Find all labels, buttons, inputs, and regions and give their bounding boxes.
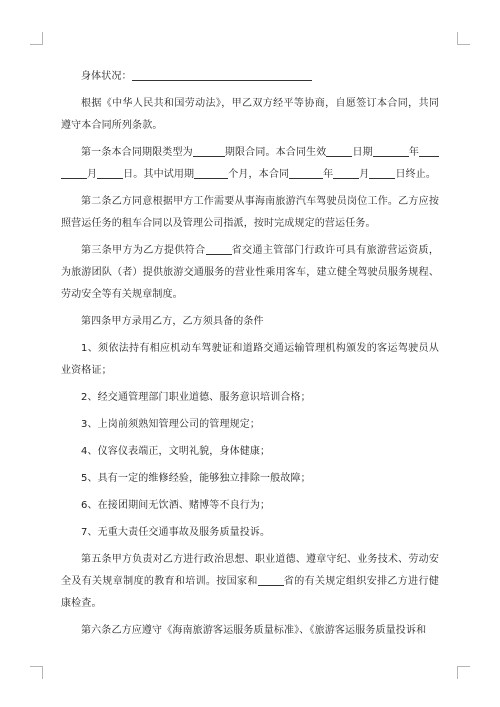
- start-extra-blank[interactable]: [419, 144, 439, 157]
- effective-blank[interactable]: [326, 144, 352, 157]
- start-year-blank[interactable]: [373, 144, 409, 157]
- crop-mark-bottom-right: [457, 666, 470, 679]
- condition-item: 5、具有一定的维修经验，能够独立排除一般故障；: [81, 473, 311, 484]
- health-blank[interactable]: [132, 68, 312, 81]
- document-body: [61, 66, 439, 647]
- article-1: 第一条本合同期限类型为 期限合同。本合同生效 日期 年月 日。其中试用期 个月，本合同 年 月 日终止。: [61, 142, 439, 186]
- health-line: [61, 66, 439, 88]
- condition-item: 1、须依法持有相应机动车驾驶证和道路交通运输管理机构颁发的客运驾驶员从业资格证；: [61, 343, 439, 376]
- condition-item: 4、仪容仪表端正，文明礼貌，身体健康；: [81, 446, 271, 457]
- end-year-blank[interactable]: [289, 166, 323, 179]
- article-3: 第三条甲方为乙方提供符合 省交通主管部门行政许可具有旅游营运资质，为旅游团队（者）提供旅游交通服务的营业性乘用客车，建立健全驾驶员服务规程、劳动安全等有关规章制度。: [61, 240, 439, 306]
- crop-mark-top-right: [457, 32, 470, 45]
- province-blank-2[interactable]: [258, 573, 284, 586]
- start-month-blank[interactable]: [61, 166, 87, 179]
- condition-item: 6、在接团期间无饮酒、赌博等不良行为；: [81, 500, 271, 511]
- crop-mark-top-left: [30, 32, 43, 45]
- end-month-blank[interactable]: [333, 166, 359, 179]
- crop-mark-bottom-left: [30, 666, 43, 679]
- term-type-blank[interactable]: [193, 144, 225, 157]
- condition-item: 7、无重大责任交通事故及服务质量投诉。: [81, 527, 271, 538]
- probation-months-blank[interactable]: [194, 166, 228, 179]
- start-day-blank[interactable]: [97, 166, 123, 179]
- article-5: 第五条甲方负责对乙方进行政治思想、职业道德、遵章守纪、业务技术、劳动安全及有关规章制度的教育和培训。按国家和 省的有关规定组织安排乙方进行健康检查。: [61, 554, 439, 609]
- health-label: 身体状况：: [81, 71, 132, 82]
- condition-item: 2、经交通管理部门职业道德、服务意识培训合格；: [81, 392, 311, 403]
- article-6: 第六条乙方应遵守《海南旅游客运服务质量标准》、《旅游客运服务质量投诉和: [81, 625, 427, 636]
- condition-item: 3、上岗前须熟知管理公司的管理规定；: [81, 419, 261, 430]
- end-day-blank[interactable]: [369, 166, 395, 179]
- province-blank[interactable]: [206, 242, 232, 255]
- article-4: 第四条甲方录用乙方，乙方须具备的条件: [81, 316, 264, 327]
- article-2: 第二条乙方同意根据甲方工作需要从事海南旅游汽车驾驶员岗位工作。乙方应按照营运任务的租车合同以及管理公司指派，按时完成规定的营运任务。: [61, 196, 439, 229]
- basis-paragraph: 根据《中华人民共和国劳动法》，甲乙双方经平等协商，自愿签订本合同，共同遵守本合同所列条款。: [61, 98, 439, 131]
